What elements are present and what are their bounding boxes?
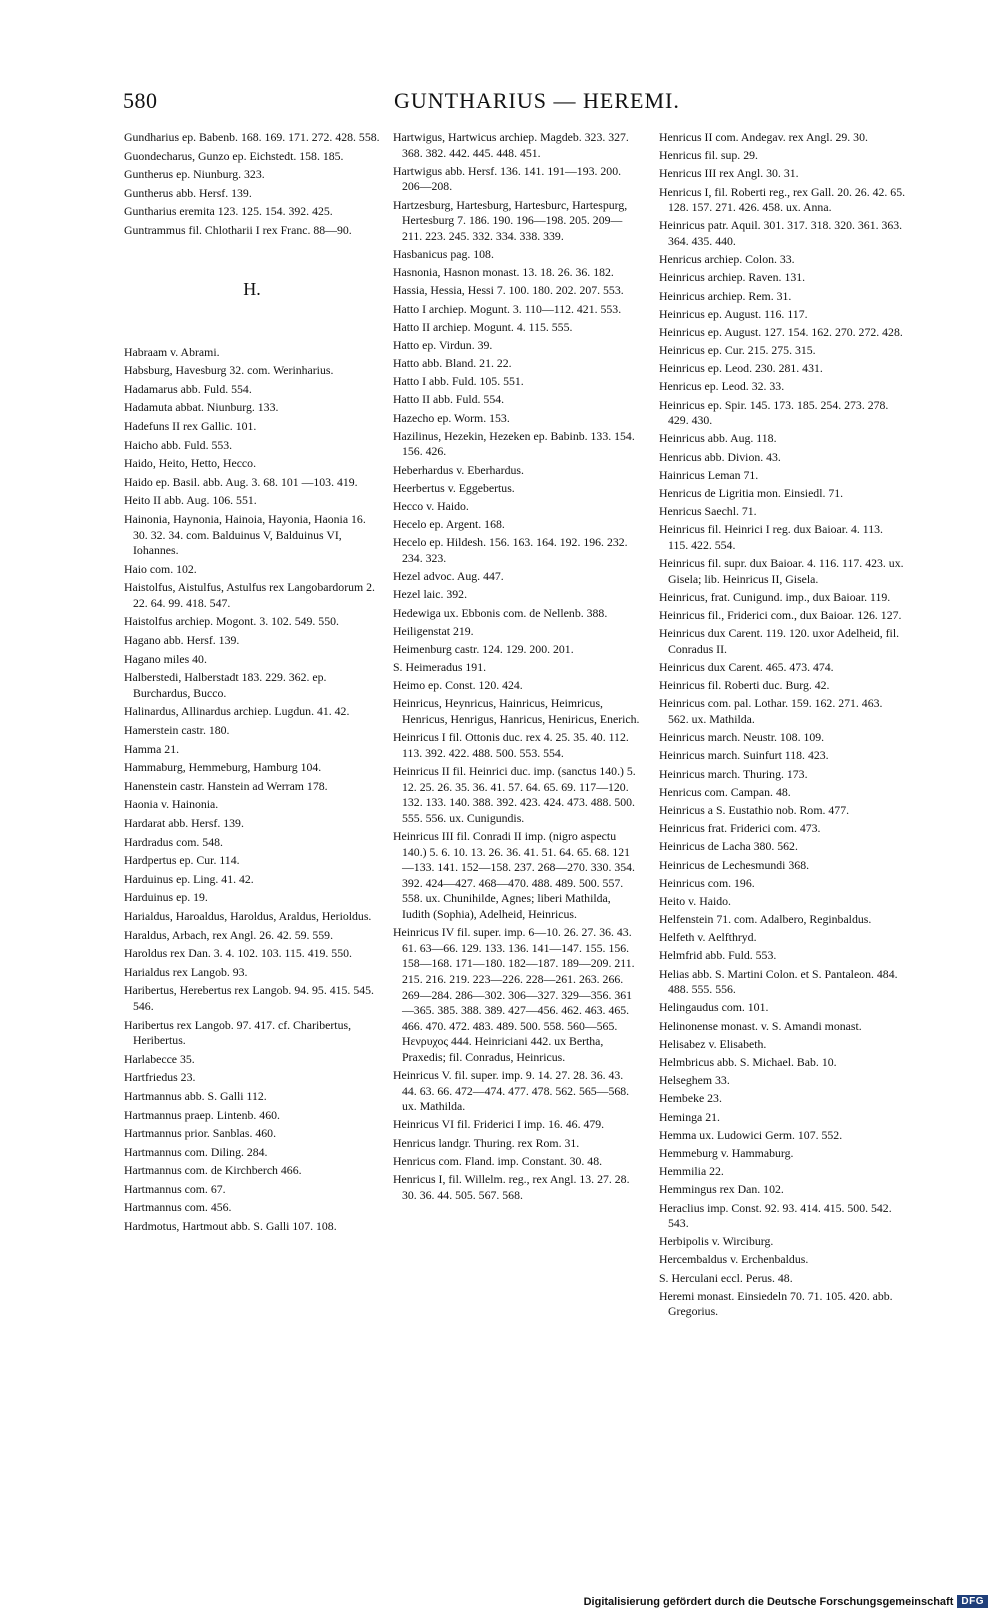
- page-number: 580: [123, 88, 158, 113]
- index-entry: Heiligenstat 219.: [393, 623, 474, 638]
- index-entry: Hemmeburg v. Hammaburg.: [659, 1145, 794, 1160]
- index-entry: Hartmannus com. de Kirchberch 466.: [124, 1163, 302, 1178]
- index-entry: Heito v. Haido.: [659, 893, 731, 908]
- index-entry: Hartmannus praep. Lintenb. 460.: [124, 1107, 280, 1122]
- index-entry: Hemmingus rex Dan. 102.: [659, 1182, 784, 1197]
- index-column-2: [393, 130, 640, 1206]
- index-entry: Hartmannus abb. S. Galli 112.: [124, 1088, 267, 1103]
- index-entry: Harlabecce 35.: [124, 1051, 195, 1066]
- index-entry: Henricus landgr. Thuring. rex Rom. 31.: [393, 1135, 580, 1150]
- index-entry: Hatto II abb. Fuld. 554.: [393, 392, 505, 407]
- index-entry: Heito II abb. Aug. 106. 551.: [124, 493, 257, 508]
- index-entry: Heinricus patr. Aquil. 301. 317. 318. 320. 361. 363. 364. 435. 440.: [659, 218, 903, 248]
- index-entry: Haio com. 102.: [124, 561, 197, 576]
- index-entry: Heinricus fil. Heinrici I reg. dux Baioar. 4. 113. 115. 422. 554.: [659, 522, 883, 552]
- index-entry: Harduinus ep. Ling. 41. 42.: [124, 871, 254, 886]
- index-entry: Heinricus dux Carent. 119. 120. uxor Adelheid, fil. Conradus II.: [659, 626, 900, 656]
- index-entry: Heinricus ep. August. 127. 154. 162. 270. 272. 428.: [659, 324, 903, 339]
- index-entry: Heinricus ep. Leod. 230. 281. 431.: [659, 361, 823, 376]
- index-entry: Heinricus de Lacha 380. 562.: [659, 839, 798, 854]
- index-entry: Hardmotus, Hartmout abb. S. Galli 107. 108.: [124, 1219, 337, 1234]
- index-entry: Hanenstein castr. Hanstein ad Werram 178.: [124, 778, 328, 793]
- index-entry: Guntherus abb. Hersf. 139.: [124, 185, 252, 200]
- index-entry: Hardradus com. 548.: [124, 834, 223, 849]
- index-entry: Heinricus de Lechesmundi 368.: [659, 857, 810, 872]
- index-entry: Henricus ep. Leod. 32. 33.: [659, 379, 785, 394]
- index-entry: Hedewiga ux. Ebbonis com. de Nellenb. 388.: [393, 605, 608, 620]
- index-entry: Helmbricus abb. S. Michael. Bab. 10.: [659, 1055, 837, 1069]
- index-entry: Hardarat abb. Hersf. 139.: [124, 816, 244, 830]
- dfg-logo: DFG: [957, 1595, 988, 1608]
- index-entry: Henricus fil. sup. 29.: [659, 148, 758, 163]
- index-entry: Helseghem 33.: [659, 1073, 730, 1088]
- index-entry: Heinricus com. 196.: [659, 875, 755, 890]
- index-entry: Henricus Saechl. 71.: [659, 504, 757, 519]
- index-entry: Heinricus fil. supr. dux Baioar. 4. 116. 117. 423. ux. Gisela; lib. Heinricus II, Gisela.: [659, 556, 904, 586]
- index-entry: Haribertus rex Langob. 97. 417. cf. Charibertus, Heribertus.: [124, 1017, 352, 1048]
- index-entry: Hatto ep. Virdun. 39.: [393, 337, 493, 352]
- index-entry: Hainricus Leman 71.: [659, 467, 759, 482]
- index-entry: Hagano miles 40.: [124, 651, 207, 666]
- index-entry: Hatto II archiep. Mogunt. 4. 115. 555.: [393, 319, 573, 334]
- index-entry: Heinricus IV fil. super. imp. 6—10. 26. 27. 36. 43. 61. 63—66. 129. 133. 136. 141—147. 155. 156. 158—168. 171—180. 182—187. 189—209. 211. 215. 216. 219. 223—226. 228—261. 263. 266. 269—284. 286—302. 306—327. 329—356. 361—365. 385. 388. 389. 427—456. 462. 463. 465. 466. 470. 472. 483. 489. 500. 558. 560—565. Ηενρυχος 444. Heinriciani 442. ux Bertha, Praxedis; fil. Conradus, Heinricus.: [393, 925, 635, 1064]
- index-entry: Heinricus I fil. Ottonis duc. rex 4. 25. 35. 40. 112. 113. 392. 422. 488. 500. 553. 554.: [393, 730, 629, 760]
- index-entry: Hadamuta abbat. Niunburg. 133.: [124, 400, 279, 415]
- index-entry: Heinricus march. Suinfurt 118. 423.: [659, 748, 829, 763]
- index-entry: Halberstedi, Halberstadt 183. 229. 362. ep. Burchardus, Bucco.: [124, 670, 327, 700]
- index-entry: Harialdus rex Langob. 93.: [124, 964, 248, 979]
- index-entry: Haribertus, Herebertus rex Langob. 94. 95. 415. 545. 546.: [124, 983, 374, 1013]
- index-entry: Hamerstein castr. 180.: [124, 723, 230, 738]
- index-entry: S. Herculani eccl. Perus. 48.: [659, 1270, 793, 1285]
- index-entry: Haido ep. Basil. abb. Aug. 3. 68. 101 —103. 419.: [124, 474, 358, 489]
- index-entry: Heinricus frat. Friderici com. 473.: [659, 821, 821, 836]
- index-entry: Hatto I archiep. Mogunt. 3. 110—112. 421. 553.: [393, 301, 622, 316]
- index-entry: Heinricus archiep. Raven. 131.: [659, 270, 806, 285]
- index-entry: Hartzesburg, Hartesburg, Hartesburc, Hartespurg, Hertesburg 7. 186. 190. 196—198. 205. 209—211. 223. 245. 332. 334. 338. 339.: [393, 197, 628, 243]
- index-entry: Henricus com. Fland. imp. Constant. 30. 48.: [393, 1153, 603, 1168]
- index-entry: Habraam v. Abrami.: [124, 344, 220, 359]
- index-entry: Halinardus, Allinardus archiep. Lugdun. 41. 42.: [124, 704, 350, 719]
- index-entry: Haicho abb. Fuld. 553.: [124, 437, 233, 452]
- index-entry: Henricus I, fil. Willelm. reg., rex Angl. 13. 27. 28. 30. 36. 44. 505. 567. 568.: [393, 1172, 630, 1202]
- index-entry: Hecelo ep. Argent. 168.: [393, 517, 505, 532]
- index-entry: Henricus archiep. Colon. 33.: [659, 252, 795, 267]
- index-entry: Helmfrid abb. Fuld. 553.: [659, 948, 777, 963]
- index-entry: Heinricus dux Carent. 465. 473. 474.: [659, 660, 834, 675]
- index-entry: Heinricus VI fil. Friderici I imp. 16. 46. 479.: [393, 1117, 605, 1132]
- index-entry: Helfeth v. Aelfthryd.: [659, 930, 757, 945]
- index-entry: Helingaudus com. 101.: [659, 1000, 769, 1015]
- index-entry: Hecco v. Haido.: [393, 498, 469, 513]
- index-column-1: [124, 130, 380, 1238]
- index-entry: Hartwigus, Hartwicus archiep. Magdeb. 323. 327. 368. 382. 442. 445. 448. 451.: [393, 130, 629, 160]
- index-entry: Guondecharus, Gunzo ep. Eichstedt. 158. 185.: [124, 148, 344, 163]
- funding-note: Digitalisierung gefördert durch die Deutsche Forschungsgemeinschaft: [583, 1595, 954, 1608]
- index-entry: Heinricus a S. Eustathio nob. Rom. 477.: [659, 802, 850, 817]
- index-entry: Hasnonia, Hasnon monast. 13. 18. 26. 36. 182.: [393, 265, 614, 280]
- index-entry: Heinricus ep. Cur. 215. 275. 315.: [659, 343, 816, 358]
- index-entry: Hembeke 23.: [659, 1091, 722, 1106]
- index-entry: Hammaburg, Hemmeburg, Hamburg 104.: [124, 760, 322, 775]
- index-entry: Hartmannus com. 456.: [124, 1200, 232, 1215]
- index-entry: S. Heimeradus 191.: [393, 660, 487, 675]
- index-entry: Hadamarus abb. Fuld. 554.: [124, 381, 252, 396]
- index-entry: Hartmannus com. Diling. 284.: [124, 1144, 268, 1159]
- index-entry: Heinricus, Heynricus, Hainricus, Heimricus, Henricus, Henrigus, Hanricus, Heniricus, Enerich.: [393, 696, 640, 727]
- index-entry: Henricus com. Campan. 48.: [659, 784, 791, 799]
- index-entry: Heinricus fil., Friderici com., dux Baioar. 126. 127.: [659, 608, 902, 623]
- index-entry: Hamma 21.: [124, 741, 180, 756]
- index-entry: Hartfriedus 23.: [124, 1070, 196, 1085]
- index-entry: Hecelo ep. Hildesh. 156. 163. 164. 192. 196. 232. 234. 323.: [393, 535, 628, 565]
- index-entry: Hartmannus prior. Sanblas. 460.: [124, 1126, 277, 1141]
- index-entry: Heminga 21.: [659, 1109, 720, 1124]
- index-entry: Heremi monast. Einsiedeln 70. 71. 105. 420. abb. Gregorius.: [659, 1288, 893, 1319]
- index-entry: Hainonia, Haynonia, Hainoia, Hayonia, Haonia 16. 30. 32. 34. com. Balduinus V, Balduinus VI, Iohannes.: [124, 511, 366, 558]
- index-entry: Hazecho ep. Worm. 153.: [393, 410, 510, 425]
- index-entry: Hazilinus, Hezekin, Hezeken ep. Babinb. 133. 154. 156. 426.: [393, 428, 635, 459]
- index-entry: Heinricus III fil. Conradi II imp. (nigro aspectu 140.) 5. 6. 10. 13. 26. 36. 41. 51. 64. 65. 68. 121—133. 141. 152—158. 237. 268—270. 330. 354. 392. 424—427. 468—470. 488. 489. 500. 557. 558. ux. Chunihilde, Agnes; liberi Mathilda, Iudith (Sophia), Adelheid, Heinricus.: [393, 828, 635, 921]
- index-entry: Heraclius imp. Const. 92. 93. 414. 415. 500. 542. 543.: [659, 1200, 892, 1231]
- index-entry: Heinricus, frat. Cunigund. imp., dux Baioar. 119.: [659, 589, 891, 604]
- index-entry: Heinricus II fil. Heinrici duc. imp. (sanctus 140.) 5. 12. 25. 26. 35. 36. 41. 57. 64. 65. 69. 117—120. 132. 133. 140. 388. 392. 423. 424. 473. 488. 500. 555. 556. ux. Cunigundis.: [393, 764, 636, 825]
- index-entry: Hartmannus com. 67.: [124, 1181, 226, 1196]
- index-entry: Haistolfus, Aistulfus, Astulfus rex Langobardorum 2. 22. 64. 99. 418. 547.: [124, 580, 375, 610]
- index-entry: Heinricus archiep. Rem. 31.: [659, 288, 792, 303]
- index-column-3: [659, 130, 906, 1323]
- index-entry: Hartwigus abb. Hersf. 136. 141. 191—193. 200. 206—208.: [393, 163, 622, 194]
- index-entry: Heimenburg castr. 124. 129. 200. 201.: [393, 641, 574, 656]
- index-entry: Hatto I abb. Fuld. 105. 551.: [393, 374, 524, 389]
- index-entry: Heinricus march. Thuring. 173.: [659, 766, 808, 781]
- index-entry: Heinricus V. fil. super. imp. 9. 14. 27. 28. 36. 43. 44. 63. 66. 472—474. 477. 478. 562. 565—568. ux. Mathilda.: [393, 1068, 630, 1114]
- index-entry: Hagano abb. Hersf. 139.: [124, 633, 240, 648]
- index-entry: Guntharius eremita 123. 125. 154. 392. 425.: [124, 204, 333, 219]
- index-entry: Haraldus, Arbach, rex Angl. 26. 42. 59. 559.: [124, 927, 334, 942]
- running-header: GUNTHARIUS — HEREMI.: [394, 88, 680, 113]
- index-entry: Haido, Heito, Hetto, Hecco.: [124, 456, 257, 471]
- index-entry: Helinonense monast. v. S. Amandi monast.: [659, 1018, 862, 1033]
- index-entry: Helias abb. S. Martini Colon. et S. Pantaleon. 484. 488. 555. 556.: [659, 966, 898, 997]
- index-entry: Hemmilia 22.: [659, 1164, 724, 1179]
- index-entry: Hardpertus ep. Cur. 114.: [124, 853, 240, 868]
- index-entry: Haistolfus archiep. Mogont. 3. 102. 549. 550.: [124, 614, 339, 629]
- index-entry: Haroldus rex Dan. 3. 4. 102. 103. 115. 419. 550.: [124, 946, 352, 961]
- index-entry: Hadefuns II rex Gallic. 101.: [124, 418, 257, 433]
- index-entry: Harduinus ep. 19.: [124, 890, 208, 905]
- index-entry: Hezel advoc. Aug. 447.: [393, 569, 504, 584]
- index-entry: Henricus abb. Divion. 43.: [659, 449, 781, 464]
- index-entry: Heberhardus v. Eberhardus.: [393, 462, 524, 477]
- index-entry: Heinricus com. pal. Lothar. 159. 162. 271. 463. 562. ux. Mathilda.: [659, 696, 883, 727]
- index-entry: Henricus de Ligritia mon. Einsiedl. 71.: [659, 485, 844, 500]
- index-entry: Herbipolis v. Wirciburg.: [659, 1234, 774, 1249]
- funding-footer: [584, 1595, 988, 1608]
- index-entry: Henricus I, fil. Roberti reg., rex Gall. 20. 26. 42. 65. 128. 157. 271. 426. 458. ux. Anna.: [659, 184, 906, 215]
- index-entry: Haonia v. Hainonia.: [124, 797, 219, 812]
- index-entry: Henricus II com. Andegav. rex Angl. 29. 30.: [659, 130, 868, 144]
- index-entry: Henricus III rex Angl. 30. 31.: [659, 166, 799, 181]
- index-entry: Heinricus ep. August. 116. 117.: [659, 306, 808, 321]
- index-entry: Heinricus abb. Aug. 118.: [659, 431, 777, 446]
- index-entry: Hemma ux. Ludowici Germ. 107. 552.: [659, 1127, 843, 1142]
- index-entry: Gundharius ep. Babenb. 168. 169. 171. 272. 428. 558.: [124, 130, 380, 144]
- index-entry: Guntrammus fil. Chlotharii I rex Franc. 88—90.: [124, 222, 352, 237]
- section-letter: H.: [243, 278, 261, 299]
- index-entry: Helfenstein 71. com. Adalbero, Reginbaldus.: [659, 912, 872, 927]
- index-entry: Heimo ep. Const. 120. 424.: [393, 678, 523, 693]
- index-entry: Hezel laic. 392.: [393, 587, 468, 602]
- index-entry: Heerbertus v. Eggebertus.: [393, 480, 515, 495]
- index-entry: Habsburg, Havesburg 32. com. Werinharius.: [124, 363, 334, 378]
- index-entry: Guntherus ep. Niunburg. 323.: [124, 167, 265, 182]
- index-entry: Hasbanicus pag. 108.: [393, 246, 494, 261]
- index-entry: Hatto abb. Bland. 21. 22.: [393, 356, 512, 371]
- index-entry: Heinricus march. Neustr. 108. 109.: [659, 730, 825, 745]
- index-entry: Helisabez v. Elisabeth.: [659, 1036, 767, 1051]
- index-entry: Heinricus fil. Roberti duc. Burg. 42.: [659, 678, 830, 693]
- index-entry: Hassia, Hessia, Hessi 7. 100. 180. 202. 207. 553.: [393, 283, 624, 298]
- index-entry: Hercembaldus v. Erchenbaldus.: [659, 1252, 809, 1267]
- index-entry: Harialdus, Haroaldus, Haroldus, Araldus, Herioldus.: [124, 908, 372, 923]
- index-entry: Heinricus ep. Spir. 145. 173. 185. 254. 273. 278. 429. 430.: [659, 397, 889, 428]
